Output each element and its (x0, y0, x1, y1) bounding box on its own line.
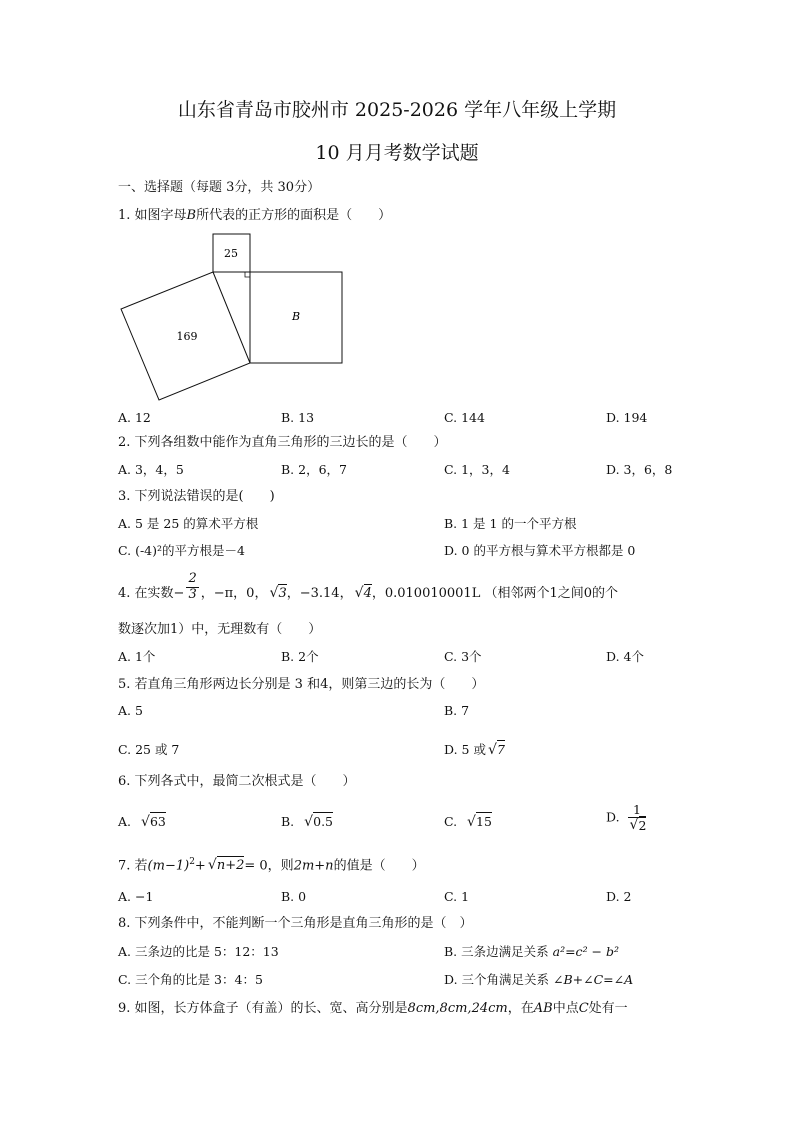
question-1 (118, 209, 391, 222)
q9-stem-mid2: 中点 (552, 1001, 579, 1016)
q1-option-b[interactable]: B. 13 (281, 410, 315, 425)
q8-option-d-math: ∠B+∠C=∠A (553, 972, 634, 987)
q5-option-d-sqrt: √ 7 (488, 744, 505, 757)
question-8: 8. 下列条件中，不能判断一个三角形是直角三角形的是（ ） (118, 916, 473, 931)
q6-option-a-sqrt: √ 63 (141, 816, 166, 829)
q7-expr2-sqrt: √ n+2 (208, 859, 245, 872)
q6-option-d-label: D. (606, 809, 620, 825)
q7-option-b[interactable]: B. 0 (281, 889, 307, 904)
q6-option-b-sqrt: √ 0.5 (304, 816, 333, 829)
q6-option-c-sqrt: √ 15 (467, 816, 492, 829)
q1-label-top: 25 (224, 247, 238, 260)
q4-stem-mid3: ，0.010010001L （相邻两个1之间0的个 (371, 585, 619, 601)
q6-option-b[interactable] (281, 816, 333, 829)
q1-right-angle-mark (245, 272, 250, 277)
q8-option-c[interactable]: C. 三个角的比是 3：4：5 (118, 972, 263, 987)
q4-option-c[interactable]: C. 3个 (444, 649, 482, 664)
q5-option-d-pre: D. 5 或 (444, 742, 486, 757)
q4-sqrt-4: √ 4 (355, 587, 372, 600)
q4-option-b[interactable]: B. 2个 (281, 649, 319, 664)
q5-option-b[interactable]: B. 7 (444, 703, 470, 718)
question-4-line-2: 数逐次加1）中，无理数有（ ） (118, 622, 322, 637)
q1-option-d[interactable]: D. 194 (606, 410, 648, 425)
q3-option-d[interactable]: D. 0 的平方根与算术平方根都是 0 (444, 543, 636, 558)
title-line-2: 10 月月考数学试题 (315, 142, 479, 164)
question-4-line-1: 4. 在实数− $\frac{2}{3}$ ，−π，0，√ 3，−3.14，√ 4，0.010010001L （相邻两个1之间0的个 (118, 584, 618, 603)
q6-option-d[interactable] (606, 802, 646, 833)
q1-option-a[interactable]: A. 12 (118, 410, 151, 425)
q2-option-b[interactable]: B. 2，6，7 (281, 462, 347, 477)
q2-option-c[interactable]: C. 1，3，4 (444, 462, 510, 477)
q7-option-a[interactable]: A. −1 (118, 889, 154, 904)
q4-option-d[interactable]: D. 4个 (606, 649, 644, 664)
q6-option-d-num: 1 (628, 802, 647, 818)
section-heading: 一、选择题（每题 3分，共 30分） (118, 180, 321, 195)
q1-label-left: 169 (176, 330, 198, 343)
q1-option-c[interactable]: C. 144 (444, 410, 485, 425)
q5-option-a[interactable]: A. 5 (118, 703, 143, 718)
q4-fraction (186, 572, 198, 603)
q5-option-c[interactable]: C. 25 或 7 (118, 742, 180, 757)
q1-label-right: B (291, 310, 301, 323)
q7-expr2-pre: + (194, 858, 206, 874)
q4-sqrt-3: √ 3 (269, 587, 286, 600)
title-line-1: 山东省青岛市胶州市 2025-2026 学年八年级上学期 (177, 99, 617, 121)
question-7 (118, 858, 425, 872)
q4-option-a[interactable]: A. 1个 (118, 649, 156, 664)
q6-option-a-label: A. (118, 814, 132, 829)
q7-stem-post: 的值是（ ） (333, 858, 425, 874)
q8-option-a[interactable]: A. 三条边的比是 5：12：13 (118, 944, 279, 959)
q5-option-d[interactable] (444, 744, 505, 757)
q3-option-b[interactable]: B. 1 是 1 的一个平方根 (444, 516, 577, 531)
q9-stem-ab: AB (533, 1001, 553, 1016)
q7-stem-pre: 7. 若 (118, 858, 148, 874)
question-9 (118, 1002, 628, 1015)
q7-option-c[interactable]: C. 1 (444, 889, 470, 904)
q7-stem-mid: ，则 (267, 858, 294, 874)
question-5: 5. 若直角三角形两边长分别是 3 和4，则第三边的长为（ ） (118, 677, 485, 692)
q7-expr3: = 0 (244, 858, 268, 874)
q8-option-d-pre: D. 三个角满足关系 (444, 972, 550, 987)
q9-stem-post: 处有一 (588, 1001, 628, 1016)
q9-stem-mid: ，在 (507, 1001, 534, 1016)
q1-stem-var: B (186, 208, 197, 223)
q6-option-d-sqrt: √ 2 (630, 818, 647, 833)
q4-stem-pre: 4. 在实数 (118, 585, 174, 601)
q4-stem-mid2: ，−3.14， (286, 585, 353, 601)
q1-stem-pre: 1. 如图字母 (118, 208, 187, 223)
q6-option-d-fraction (628, 802, 647, 833)
q6-option-a[interactable] (118, 816, 166, 829)
q9-stem-pre: 9. 如图，长方体盒子（有盖）的长、宽、高分别是 (118, 1001, 408, 1016)
q8-option-b-pre: B. 三条边满足关系 (444, 944, 549, 959)
q3-option-c[interactable]: C. (-4)²的平方根是－4 (118, 543, 245, 558)
q9-stem-c: C (578, 1001, 589, 1016)
q2-option-d[interactable]: D. 3，6，8 (606, 462, 673, 477)
question-3: 3. 下列说法错误的是( ) (118, 489, 275, 504)
q8-option-d[interactable] (444, 974, 633, 987)
q4-fraction-den: 3 (188, 586, 197, 602)
q1-figure (115, 230, 355, 410)
q8-option-b[interactable] (444, 946, 619, 959)
q6-option-b-label: B. (281, 814, 295, 829)
question-6: 6. 下列各式中，最简二次根式是（ ） (118, 774, 356, 789)
q6-option-c[interactable] (444, 816, 492, 829)
q2-option-a[interactable]: A. 3，4，5 (118, 462, 184, 477)
q7-expr1: (m−1) (147, 858, 190, 874)
q1-stem-post: 所代表的正方形的面积是（ ） (196, 208, 392, 223)
q4-stem-mid1: ，−π，0， (200, 585, 268, 601)
q8-option-b-math: a²=c² − b² (552, 944, 620, 959)
q7-expr1-sup: 2 (189, 857, 195, 867)
question-2: 2. 下列各组数中能作为直角三角形的三边长的是（ ） (118, 435, 447, 450)
q6-option-c-label: C. (444, 814, 458, 829)
q7-expr4: 2m+n (293, 858, 334, 874)
q7-option-d[interactable]: D. 2 (606, 889, 632, 904)
q3-option-a[interactable]: A. 5 是 25 的算术平方根 (118, 516, 259, 531)
q4-fraction-num: 2 (188, 571, 197, 586)
q9-stem-math: 8cm,8cm,24cm (407, 1001, 508, 1016)
